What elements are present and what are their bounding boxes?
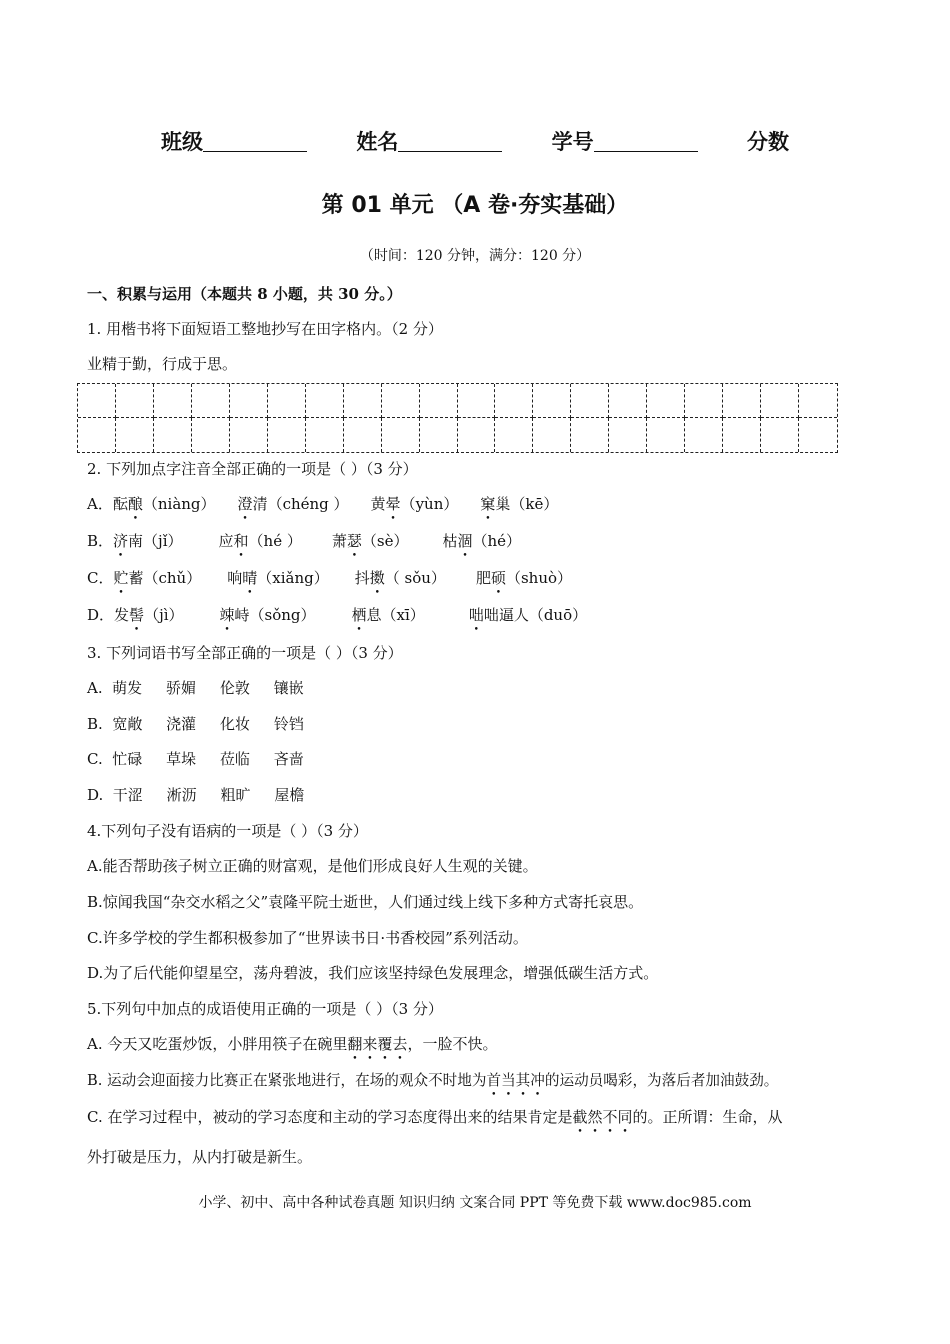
pinyin: （jì） [144, 606, 184, 624]
sentence-text: B. 运动会迎面接力比赛正在紧张地进行，在场的观众不时地为 [87, 1072, 487, 1089]
pinyin: （yùn） [400, 495, 459, 513]
section-heading: 一、积累与运用（本题共 8 小题，共 30 分。） [87, 285, 402, 303]
name-blank[interactable] [398, 131, 502, 152]
tianzige-grid[interactable] [77, 383, 838, 453]
grid-cell[interactable] [344, 384, 382, 418]
student-info-header [0, 126, 950, 156]
grid-cell[interactable] [268, 418, 306, 452]
dotted-char: 擞 [369, 569, 385, 587]
dotted-char: 来 [362, 1035, 378, 1053]
grid-cell[interactable] [761, 384, 799, 418]
class-label: 班级 [161, 130, 204, 154]
dotted-char: 覆 [377, 1035, 393, 1053]
dotted-char: 晕 [385, 495, 401, 513]
score-label: 分数 [746, 130, 789, 154]
number-blank[interactable] [594, 131, 698, 152]
dotted-char: 酿 [127, 495, 143, 513]
word-text: 南（jǐ） [128, 532, 183, 550]
grid-cell[interactable] [533, 384, 571, 418]
q4-stem: 4.下列句子没有语病的一项是（ ）（3 分） [87, 822, 368, 840]
page-footer: 小学、初中、高中各种试卷真题 知识归纳 文案合同 PPT 等免费下载 www.doc985.com [198, 1195, 752, 1211]
dotted-char: 和 [233, 532, 249, 550]
option-label: D． [87, 606, 115, 624]
dotted-char: 济 [113, 532, 129, 550]
grid-cell[interactable] [458, 384, 496, 418]
grid-cell[interactable] [116, 384, 154, 418]
grid-cell[interactable] [382, 384, 420, 418]
q2-stem: 2. 下列加点字注音全部正确的一项是（ ）（3 分） [87, 460, 418, 478]
grid-cell[interactable] [458, 418, 496, 452]
q5-stem: 5.下列句中加点的成语使用正确的一项是（ ）（3 分） [87, 1000, 443, 1018]
grid-cell[interactable] [154, 384, 192, 418]
word-text: 蓄（chǔ） [128, 569, 202, 587]
grid-cell[interactable] [723, 384, 761, 418]
grid-cell[interactable] [382, 418, 420, 452]
pinyin: （ sǒu） [384, 569, 446, 587]
dotted-char: 竦 [219, 606, 235, 624]
word-text: 抖 [354, 569, 370, 587]
q4-option-a[interactable]: A.能否帮助孩子树立正确的财富观，是他们形成良好人生观的关键。 [87, 857, 538, 875]
dotted-char: 瑟 [346, 532, 362, 550]
grid-cell[interactable] [685, 418, 723, 452]
word-text: 咄逼人（duō） [483, 606, 588, 624]
grid-cell[interactable] [647, 418, 685, 452]
q3-option-c[interactable]: C. 忙碌 草垛 莅临 吝啬 [87, 750, 304, 768]
sentence-text: ，一脸不快。 [407, 1035, 498, 1053]
grid-cell[interactable] [799, 384, 837, 418]
q4-option-d[interactable]: D.为了后代能仰望星空，荡舟碧波，我们应该坚持绿色发展理念，增强低碳生活方式。 [87, 964, 659, 982]
grid-cell[interactable] [723, 418, 761, 452]
pinyin: （xiǎng） [257, 569, 329, 587]
grid-cell[interactable] [116, 418, 154, 452]
grid-cell[interactable] [799, 418, 837, 452]
number-label: 学号 [551, 130, 594, 154]
grid-cell[interactable] [268, 384, 306, 418]
dotted-char: 不 [602, 1108, 618, 1126]
grid-cell[interactable] [685, 384, 723, 418]
dotted-char: 当 [501, 1072, 516, 1089]
word-text: 峙（sǒng） [234, 606, 316, 624]
dotted-char: 去 [392, 1035, 408, 1053]
page-title: 第 01 单元 （A 卷·夯实基础） [321, 193, 629, 218]
grid-cell[interactable] [306, 418, 344, 452]
q1-phrase: 业精于勤，行成于思。 [87, 355, 238, 373]
word-text: 发 [114, 606, 130, 624]
word-text: 枯 [442, 532, 458, 550]
grid-cell[interactable] [306, 384, 344, 418]
q4-option-b[interactable]: B.惊闻我国“杂交水稻之父”袁隆平院士逝世，人们通过线上线下多种方式寄托哀思。 [87, 893, 644, 911]
grid-cell[interactable] [344, 418, 382, 452]
grid-cell[interactable] [609, 418, 647, 452]
grid-cell[interactable] [78, 384, 116, 418]
grid-cell[interactable] [420, 384, 458, 418]
word-text: 响 [227, 569, 243, 587]
dotted-char: 然 [587, 1108, 603, 1126]
dotted-char: 冲 [530, 1072, 545, 1089]
grid-cell[interactable] [495, 384, 533, 418]
word-text: 黄 [370, 495, 386, 513]
pinyin: （sè） [361, 532, 409, 550]
sentence-text: C. 在学习过程中，被动的学习态度和主动的学习态度得出来的结果肯定是 [87, 1108, 573, 1126]
name-label: 姓名 [356, 130, 399, 154]
dotted-char: 其 [515, 1072, 531, 1089]
q5-option-c-continued: 外打破是压力，从内打破是新生。 [87, 1148, 313, 1166]
dotted-char: 涸 [457, 532, 473, 550]
q4-option-c[interactable]: C.许多学校的学生都积极参加了“世界读书日·书香校园”系列活动。 [87, 929, 528, 947]
grid-cell[interactable] [78, 418, 116, 452]
grid-cell[interactable] [571, 418, 609, 452]
grid-cell[interactable] [420, 418, 458, 452]
grid-cell[interactable] [230, 418, 268, 452]
option-label: C． [87, 569, 114, 587]
class-blank[interactable] [203, 131, 307, 152]
grid-cell[interactable] [761, 418, 799, 452]
exam-time-note: （时间：120 分钟，满分：120 分） [359, 248, 591, 264]
dotted-char: 澄 [237, 495, 253, 513]
dotted-char: 截 [572, 1108, 588, 1126]
dotted-char: 咄 [468, 606, 484, 624]
pinyin: （niàng） [142, 495, 216, 513]
sentence-text: A. 今天又吃蛋炒饭，小胖用筷子在碗里 [87, 1035, 348, 1053]
grid-cell[interactable] [533, 418, 571, 452]
grid-cell[interactable] [571, 384, 609, 418]
q3-option-d[interactable]: D. 干涩 淅沥 粗旷 屋檐 [87, 786, 305, 804]
grid-cell[interactable] [154, 418, 192, 452]
sentence-text: 的运动员喝彩，为落后者加油鼓劲。 [544, 1072, 779, 1089]
q3-option-a[interactable]: A. 萌发 骄媚 伦敦 镶嵌 [87, 679, 304, 697]
option-label: A． [87, 495, 113, 513]
grid-cell[interactable] [647, 384, 685, 418]
q2-option-c[interactable] [87, 567, 572, 588]
word-text: 息（xī） [366, 606, 425, 624]
word-text: 应 [218, 532, 234, 550]
q2-option-a[interactable] [87, 493, 558, 514]
dotted-char: 首 [486, 1072, 502, 1089]
q2-option-d[interactable] [87, 604, 587, 625]
word-text: 酝 [112, 495, 128, 513]
dotted-char: 贮 [113, 569, 129, 587]
grid-cell[interactable] [192, 418, 230, 452]
dotted-char: 窠 [480, 495, 496, 513]
dotted-char: 栖 [351, 606, 367, 624]
dotted-char: 晴 [242, 569, 258, 587]
grid-cell[interactable] [192, 384, 230, 418]
pinyin: （shuò） [505, 569, 573, 587]
grid-cell[interactable] [609, 384, 647, 418]
grid-cell[interactable] [495, 418, 533, 452]
word-text: 巢（kē） [495, 495, 559, 513]
dotted-char: 翻 [347, 1035, 363, 1053]
q1-stem: 1. 用楷书将下面短语工整地抄写在田字格内。（2 分） [87, 320, 443, 338]
q5-option-c[interactable] [87, 1106, 783, 1127]
q3-stem: 3. 下列词语书写全部正确的一项是（ ）（3 分） [87, 644, 403, 662]
dotted-char: 硕 [490, 569, 506, 587]
q5-option-b[interactable] [87, 1069, 778, 1090]
word-text: 萧 [331, 532, 347, 550]
q3-option-b[interactable]: B. 宽敞 浇灌 化妆 铃铛 [87, 715, 304, 733]
sentence-text: 的。正所谓：生命，从 [632, 1108, 783, 1126]
pinyin: （hé） [472, 532, 522, 550]
word-text: 肥 [475, 569, 491, 587]
dotted-char: 髻 [129, 606, 145, 624]
word-text: 清（chéng ） [252, 495, 349, 513]
option-label: B． [87, 532, 114, 550]
dotted-char: 同 [617, 1108, 633, 1126]
q2-option-b[interactable] [87, 530, 521, 551]
q5-option-a[interactable] [87, 1033, 497, 1054]
grid-cell[interactable] [230, 384, 268, 418]
pinyin: （hé ） [248, 532, 302, 550]
